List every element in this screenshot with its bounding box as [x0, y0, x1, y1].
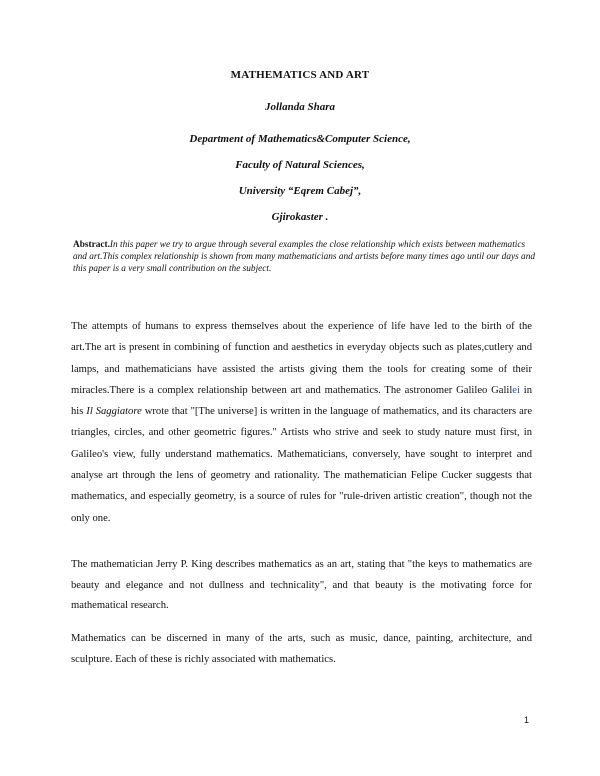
page-number: 1	[524, 715, 530, 725]
p1-text-a: The attempts of humans to express themselves about the experience of life have led to the birth of the art.The art is present in combining of function and aesthetics in everyday objects such as plates,cutlery and lamps, and mathematicians have assisted the artists giving them the tools for creating some of their miracles.There is a complex relationship between art and mathematics. The astronomer Galileo Galil	[71, 321, 532, 396]
author-faculty: Faculty of Natural Sciences,	[235, 159, 365, 171]
abstract-text: In this paper we try to argue through several examples the close relationship which exists between mathematics and art.This complex relationship is shown from many mathematicians and artists before many times ago until our days and this paper is a very small contribution on the subject.	[73, 240, 535, 274]
abstract	[73, 239, 535, 275]
p1-text-b: in his	[71, 384, 532, 418]
author-city: Gjirokaster .	[271, 211, 329, 223]
author-university: University “Eqrem Cabej”,	[238, 185, 362, 197]
author-department: Department of Mathematics&Computer Science,	[189, 133, 411, 145]
author-name: Jollanda Shara	[265, 101, 335, 113]
body-paragraph-3: Mathematics can be discerned in many of the arts, such as music, dance, painting, architecture, and sculpture. Each of these is richly associated with mathematics.	[71, 633, 532, 665]
paper-title: MATHEMATICS AND ART	[230, 69, 370, 81]
body-paragraph-1	[71, 316, 532, 529]
book-title: Il Saggiatore	[86, 406, 142, 418]
p1-highlight: ei	[512, 384, 520, 396]
body-paragraph-2: The mathematician Jerry P. King describes mathematics as an art, stating that "the keys to mathematics are beauty and elegance and not dullness and technicality", and that beauty is the motivating force for mathematical research.	[71, 559, 532, 612]
p1-text-c: wrote that "[The universe] is written in the language of mathematics, and its characters are triangles, circles, and other geometric figures." Artists who strive and seek to study nature must first, in Galileo's view, fully understand mathematics. Mathematicians, conversely, have sought to interpret and analyse art through the lens of geometry and rationality. The mathematician Felipe Cucker suggests that mathematics, and especially geometry, is a source of rules for "rule-driven artistic creation", though not the only one.	[71, 406, 533, 524]
abstract-label: Abstract.	[73, 240, 110, 250]
